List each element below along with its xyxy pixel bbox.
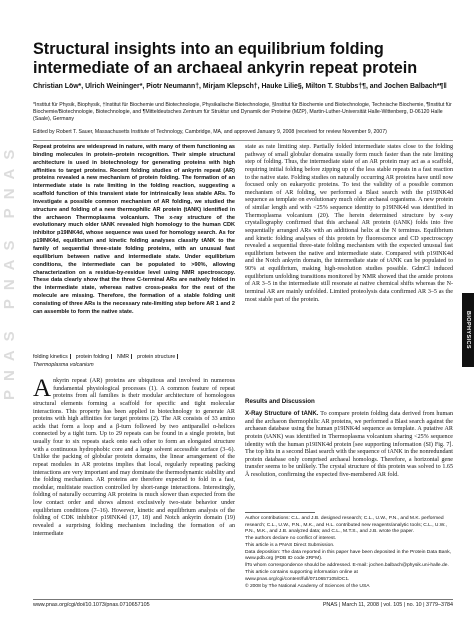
footnote: This article contains supporting information online at www.pnas.org/cgi/content/full/0710657105/DC1. [245,570,358,582]
keyword-separator [70,354,74,359]
footnote: Author contributions: C.L. and J.B. designed research; C.L., U.W., P.N., and M.K. performed research; C.L., U.W., P.N., M.K., and H.L. contributed new reagents/analytic tools; C.L., U.W., P.N., M.K., and J.B. analyzed data; and C.L., M.T.S., and J.B. wrote the paper. [245,516,447,535]
keyword: protein folding [75,354,110,360]
intro-continued: state as rate limiting step. Partially folded intermediate states close to the folding pathway of small globular domains usually form much faster than the rate limiting step of folding. Thus, the intermediate state of an AR protein may act as a scaffold, requiring initial folding before zipping up of the less stable repeats in a fast reaction to the native state. Folding studies on naturally occurring AR proteins have until now focused only on eukaryotic proteins. To test the validity of a possible common mechanism of AR folding, we performed a Blast search with the p19INK4d sequence as template on evolutionary much older archaeal organisms. A new protein of similar length and with <25% sequence identity to p19INK4d was identified in Thermoplasma volcanium (20). The herein determined structure by x-ray crystallography confirmed that this archaeal AR protein (tANK) folds into five sequentially arranged ARs with an additional helix at the N terminus. Equilibrium and kinetic folding analyses of this protein by fluorescence and CD spectroscopy revealed a sequential three-state folding mechanism with the expected unusual fast equilibrium between the native and intermediate state. Compared with p19INK4d and the Notch ankyrin domain, the intermediate state of tANK can be populated to 90% at equilibrium, making high-resolution studies possible. GdmCl induced equilibrium unfolding transitions monitored by NMR showed that the amide protons of AR 3–5 in the intermediate still resonate at native chemical shifts whereas the N-terminal AR are mainly unfolded. Limited proteolysis data confirmed AR 3–5 as the most stable part of the protein. [245,144,453,303]
keyword-separator [111,354,115,359]
journal-sidebar [0,0,19,625]
intro-body: nkyrin repeat (AR) proteins are ubiquitous and involved in numerous fundamental physiological processes (1). A common feature of repeat proteins from all families is their modular architecture of homologous structural elements forming a scaffold for specific and tight molecular interactions. This property has been applied in biotechnology to generate AR proteins with high affinities for target proteins (2). The AR consists of 33 amino acids that form a loop and a β-turn followed by two antiparallel α-helices connected by a tight turn. Up to 29 repeats can be found in a single protein, but usually four to six repeats stack onto each other to form an elongated structure with a continuous hydrophobic core and a large solvent accessible surface (3–6). Unlike the packing of globular protein domains, the linear arrangement of the repeat modules in AR proteins implies that local, regularly repeating packing interactions are very important and may dominate the thermodynamic stability and the folding mechanism. AR proteins are therefore expected to fold in a fast, modular, multistate reaction controlled by short-range interactions. Interestingly, folding of naturally occurring AR proteins is much slower than expected from the low contact order and shows almost exclusively two-state behavior under equilibrium conditions (7–16). However, kinetic and equilibrium analysis of the folding of CDK inhibitor p19INK4d (17, 18) and Notch ankyrin domain (19) revealed a surprising folding mechanism including the formation of an intermediate [33,378,235,537]
introduction-text [33,375,235,538]
footnote: The authors declare no conflict of interest. [245,536,337,542]
article-title: Structural insights into an equilibrium folding intermediate of an archaeal ankyrin repeat protein [33,40,418,77]
footnote-divider [245,512,315,513]
drop-cap: A [33,375,52,402]
editor-note: Edited by Robert T. Sauer, Massachusetts Institute of Technology, Cambridge, MA, and approved January 9, 2008 (received for review November 9, 2007) [33,129,387,135]
affiliations: *Institut für Physik, Biophysik, †Institut für Biochemie und Biotechnologie, Physikalische Biotechnologie, §Institut für Biochemie und Biotechnologie, Technische Biochemie, ¶Institut für Biochemie/Biotechnologie, Biotechnologie, and ¶Mitteldeutsches Zentrum für Struktur und Dynamik der Proteine (MZP), Martin-Luther-Universität Halle-Wittenberg, D-06120 Halle (Saale), Germany [33,102,452,122]
results-text [245,410,453,480]
footnotes [245,516,453,591]
author-list: Christian Löw*, Ulrich Weininger*, Piotr Neumann†, Mirjam Klepsch†, Hauke Lilie§, Milton T. Stubbs†¶, and Jochen Balbach*¶‖ [33,83,447,90]
footer-divider [33,599,453,600]
pnas-watermark: PNAS PNAS PNAS [1,140,18,400]
copyright: © 2008 by The National Academy of Sciences of the USA [245,583,370,589]
results-body: To compare protein folding data derived from human and the archaeon thermophilic AR proteins, we performed a Blast search against the archaean database using the human p19INK4d sequence as template. A putative AR protein (tANK) was identified in Thermoplasma volcanium sharing <25% sequence identity with the human p19INK4d protein [see supporting information (SI) Fig. 7]. The top hits in a second Blast search with the sequence of tANK in the nonredundant protein database only comprised archaeal homologs. Therefore, a horizontal gene transfer seems to be unlikely. The crystal structure of this protein was solved to 1.65 Å resolution, confirming the expected five-membered AR fold. [245,411,453,478]
subsection-heading: X-Ray Structure of tANK. [245,410,319,417]
section-tab-biophysics: BIOPHYSICS [462,293,474,367]
keywords [33,354,235,369]
section-heading: Results and Discussion [245,398,315,405]
footnote: Data deposition: The data reported in this paper have been deposited in the Protein Data Bank, www.pdb.org (PDB ID code 2RFM). [245,549,451,562]
footnote: ‖To whom correspondence should be addressed. E-mail: jochen.balbach@physik.uni-halle.de. [245,563,449,569]
keyword: Thermoplasma volcanium [33,361,94,368]
journal-citation: PNAS | March 11, 2008 | vol. 105 | no. 10 | 3779–3784 [322,602,453,608]
doi-link[interactable]: www.pnas.org/cgi/doi/10.1073/pnas.0710657105 [33,602,150,608]
footnote: This article is a PNAS Direct Submission. [245,542,335,548]
header-divider [33,140,453,141]
keyword: folding kinetics [33,354,68,360]
keyword-separator [131,354,135,359]
keyword-separator [177,354,181,359]
abstract: Repeat proteins are widespread in nature, with many of them functioning as binding molecules in protein–protein recognition. Their simple structural architecture is used in biotechnology for generating proteins with high affinities to target proteins. Recent folding studies of ankyrin repeat (AR) proteins revealed a new mechanism of protein folding. The formation of an intermediate state is rate limiting in the folding reaction, suggesting a scaffold function of this transient state for intrinsically less stable ARs. To investigate a possible common mechanism of AR folding, we studied the structure and folding of a new thermophilic AR protein (tANK) identified in the archaeon Thermoplasma volcanium. The x-ray structure of the evolutionary much older tANK revealed high homology to the human CDK inhibitor p19INK4d, whose sequence was used for homology search. As for p19INK4d, equilibrium and kinetic folding analyses classify tANK to the family of sequential three-state folding proteins, with an unusual fast equilibrium between native and intermediate state. Under equilibrium conditions, the intermediate can be populated to >90%, allowing characterization on a residue-by-residue level using NMR spectroscopy. These data clearly show that the three C-terminal ARs are natively folded in the intermediate state, whereas native cross-peaks for the rest of the molecule are missing. Therefore, the formation of a stable folding unit consisting of three ARs is the necessary rate-limiting step before AR 1 and 2 can assemble to form the native state. [33,144,235,315]
keyword: protein structure [137,354,176,360]
keyword: NMR [117,354,130,360]
